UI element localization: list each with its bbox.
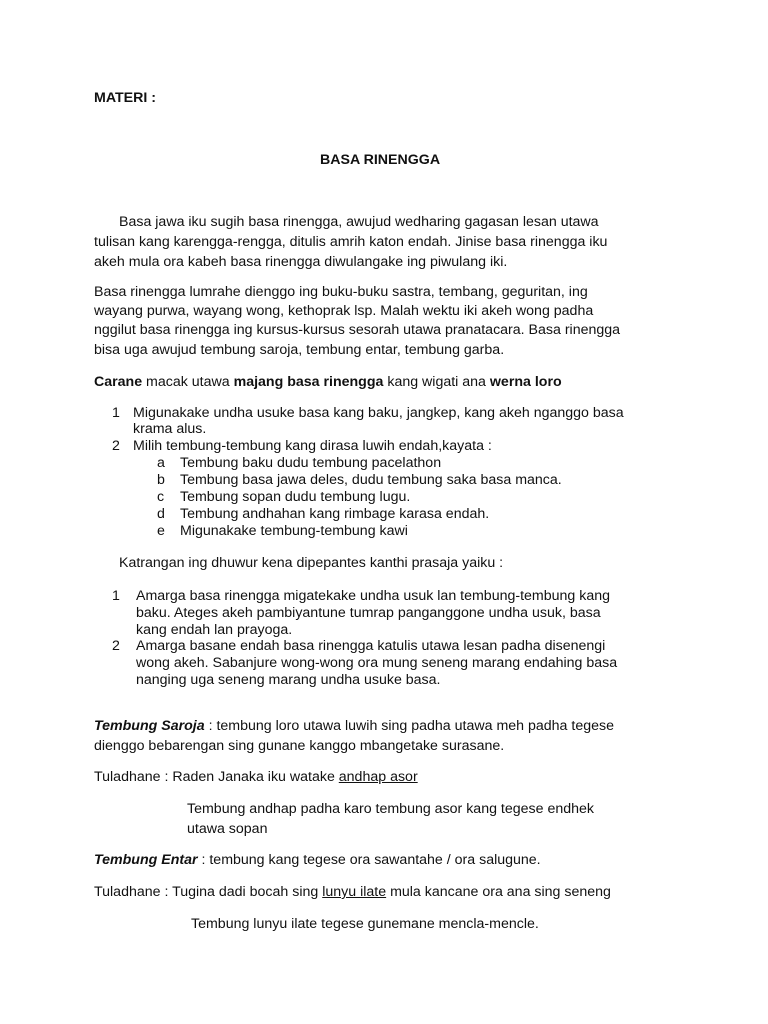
paragraph-line: nggilut basa rinengga ing kursus-kursus sesorah utawa pranatacara. Basa rinengga: [94, 322, 621, 338]
paragraph-line: bisa uga awujud tembung saroja, tembung entar, tembung garba.: [94, 342, 505, 358]
sublist-letter: b: [157, 472, 165, 488]
document-title: BASA RINENGGA: [320, 152, 441, 168]
sublist-letter: a: [157, 455, 165, 471]
list-number: 2: [112, 638, 120, 654]
entar-definition: [94, 851, 541, 870]
list-number: 2: [112, 438, 120, 454]
list-item-line: nanging uga seneng marang undha usuke basa.: [136, 672, 441, 688]
sublist-item: Tembung baku dudu tembung pacelathon: [180, 455, 442, 471]
sublist-item: Tembung sopan dudu tembung lugu.: [180, 489, 411, 505]
paragraph-line: Basa rinengga lumrahe dienggo ing buku-buku sastra, tembang, geguritan, ing: [94, 284, 588, 300]
underlined-phrase: andhap asor: [338, 769, 418, 785]
definition-line: dienggo bebarengan sing gunane kanggo mbangetake surasane.: [94, 738, 505, 754]
list-item-line: krama alus.: [133, 421, 207, 437]
list-item-line: Migunakake undha usuke basa kang baku, jangkep, kang akeh nganggo basa: [133, 405, 624, 421]
text-run: mula kancane ora ana sing seneng: [386, 884, 611, 900]
text-run: : tembung kang tegese ora sawantahe / ora salugune.: [197, 852, 541, 868]
list-item-line: Amarga basa rinengga migatekake undha usuk lan tembung-tembung kang: [136, 588, 611, 604]
paragraph-line: akeh mula ora kabeh basa rinengga diwulangake ing piwulang iki.: [94, 254, 508, 270]
text-run: Tugina dadi bocah sing: [172, 884, 323, 900]
sublist-item: Tembung basa jawa deles, dudu tembung saka basa manca.: [180, 472, 562, 488]
definition-line: [94, 717, 614, 736]
text-run: macak utawa: [142, 374, 234, 390]
sublist-item: Tembung andhahan kang rimbage karasa endah.: [180, 506, 490, 522]
example-label: Tuladhane :: [94, 884, 173, 900]
bold-term: majang basa rinengga: [233, 374, 384, 390]
term-saroja: Tembung Saroja: [94, 718, 205, 734]
paragraph-line: Basa jawa iku sugih basa rinengga, awujud wedharing gagasan lesan utawa: [119, 214, 599, 230]
bold-term: Carane: [94, 374, 143, 390]
sublist-item: Migunakake tembung-tembung kawi: [180, 523, 408, 539]
example-label: Tuladhane :: [94, 769, 173, 785]
bold-term: werna loro: [489, 374, 562, 390]
list-item-line: Milih tembung-tembung kang dirasa luwih endah,kayata :: [133, 438, 492, 454]
paragraph-line: wayang purwa, wayang wong, kethoprak lsp. Malah wektu iki akeh wong padha: [94, 303, 594, 319]
text-run: Raden Janaka iku watake: [172, 769, 339, 785]
list-number: 1: [112, 405, 120, 421]
text-run: kang wigati ana: [383, 374, 490, 390]
heading-materi: MATERI :: [94, 90, 156, 106]
sublist-letter: e: [157, 523, 165, 539]
list-number: 1: [112, 588, 120, 604]
list-item-line: baku. Ateges akeh pambiyantune tumrap panganggone undha usuk, basa: [136, 605, 601, 621]
text-run: : tembung loro utawa luwih sing padha utawa meh padha tegese: [204, 718, 614, 734]
example-line: [94, 768, 418, 787]
carane-sentence: [94, 373, 562, 392]
explanation-line: Tembung andhap padha karo tembung asor kang tegese endhek: [187, 801, 595, 817]
paragraph-line: tulisan kang karengga-rengga, ditulis amrih katon endah. Jinise basa rinengga iku: [94, 234, 608, 250]
list-item-line: Amarga basane endah basa rinengga katulis utawa lesan padha disenengi: [136, 638, 606, 654]
underlined-phrase: lunyu ilate: [322, 884, 387, 900]
sublist-letter: c: [157, 489, 165, 505]
katrangan-line: Katrangan ing dhuwur kena dipepantes kanthi prasaja yaiku :: [119, 555, 504, 571]
list-item-line: kang endah lan prayoga.: [136, 622, 293, 638]
sublist-letter: d: [157, 506, 165, 522]
explanation-line: utawa sopan: [187, 821, 268, 837]
list-item-line: wong akeh. Sabanjure wong-wong ora mung seneng marang endahing basa: [136, 655, 618, 671]
example-line: [94, 883, 611, 902]
term-entar: Tembung Entar: [94, 852, 198, 868]
explanation-line: Tembung lunyu ilate tegese gunemane mencla-mencle.: [191, 916, 539, 932]
